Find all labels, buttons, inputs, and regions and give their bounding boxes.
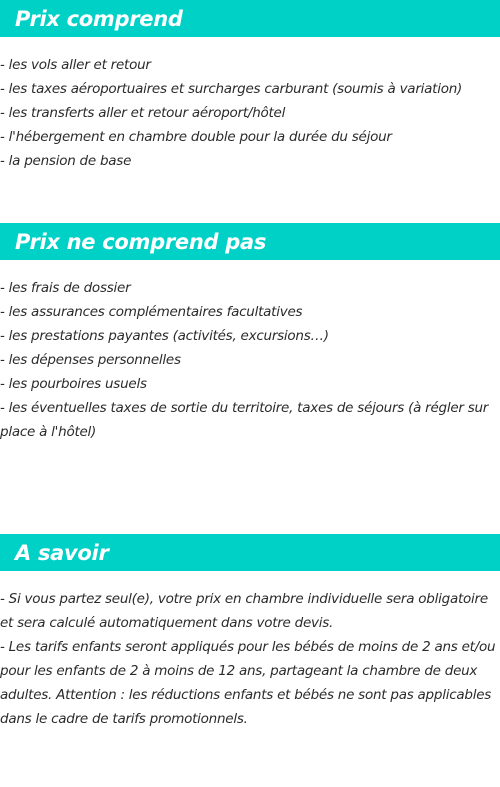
section-header xyxy=(0,223,500,260)
info-list xyxy=(0,587,500,731)
list-item: - Si vous partez seul(e), votre prix en chambre individuelle sera obligatoire et sera calculé automatiquement dans votre devis. xyxy=(0,591,488,631)
list-item: - les transferts aller et retour aéroport/hôtel xyxy=(0,105,286,121)
section-prix-ne-comprend-pas xyxy=(0,223,500,444)
list-item: - les taxes aéroportuaires et surcharges carburant (soumis à variation) xyxy=(0,81,463,97)
list-item: - les éventuelles taxes de sortie du territoire, taxes de séjours (à régler sur place à l'hôtel) xyxy=(0,400,489,440)
list-item: - les assurances complémentaires facultatives xyxy=(0,304,303,320)
list-item: - les dépenses personnelles xyxy=(0,352,181,368)
section-title: Prix ne comprend pas xyxy=(15,229,267,254)
list-item: - la pension de base xyxy=(0,153,132,169)
section-a-savoir xyxy=(0,534,500,731)
list-item: - les frais de dossier xyxy=(0,280,131,296)
included-list xyxy=(0,53,500,173)
list-item: - les prestations payantes (activités, excursions…) xyxy=(0,328,329,344)
section-title: A savoir xyxy=(15,540,109,565)
excluded-list xyxy=(0,276,500,444)
list-item: - l'hébergement en chambre double pour la durée du séjour xyxy=(0,129,392,145)
list-item: - Les tarifs enfants seront appliqués pour les bébés de moins de 2 ans et/ou pour les enfants de 2 à moins de 12 ans, partageant la chambre de deux adultes. Attention : les réductions enfants et bébés ne sont pas applicables dans le cadre de tarifs promotionnels. xyxy=(0,639,496,727)
section-title: Prix comprend xyxy=(15,6,183,31)
section-header xyxy=(0,0,500,37)
section-header xyxy=(0,534,500,571)
list-item: - les pourboires usuels xyxy=(0,376,147,392)
section-prix-comprend xyxy=(0,0,500,173)
list-item: - les vols aller et retour xyxy=(0,57,151,73)
